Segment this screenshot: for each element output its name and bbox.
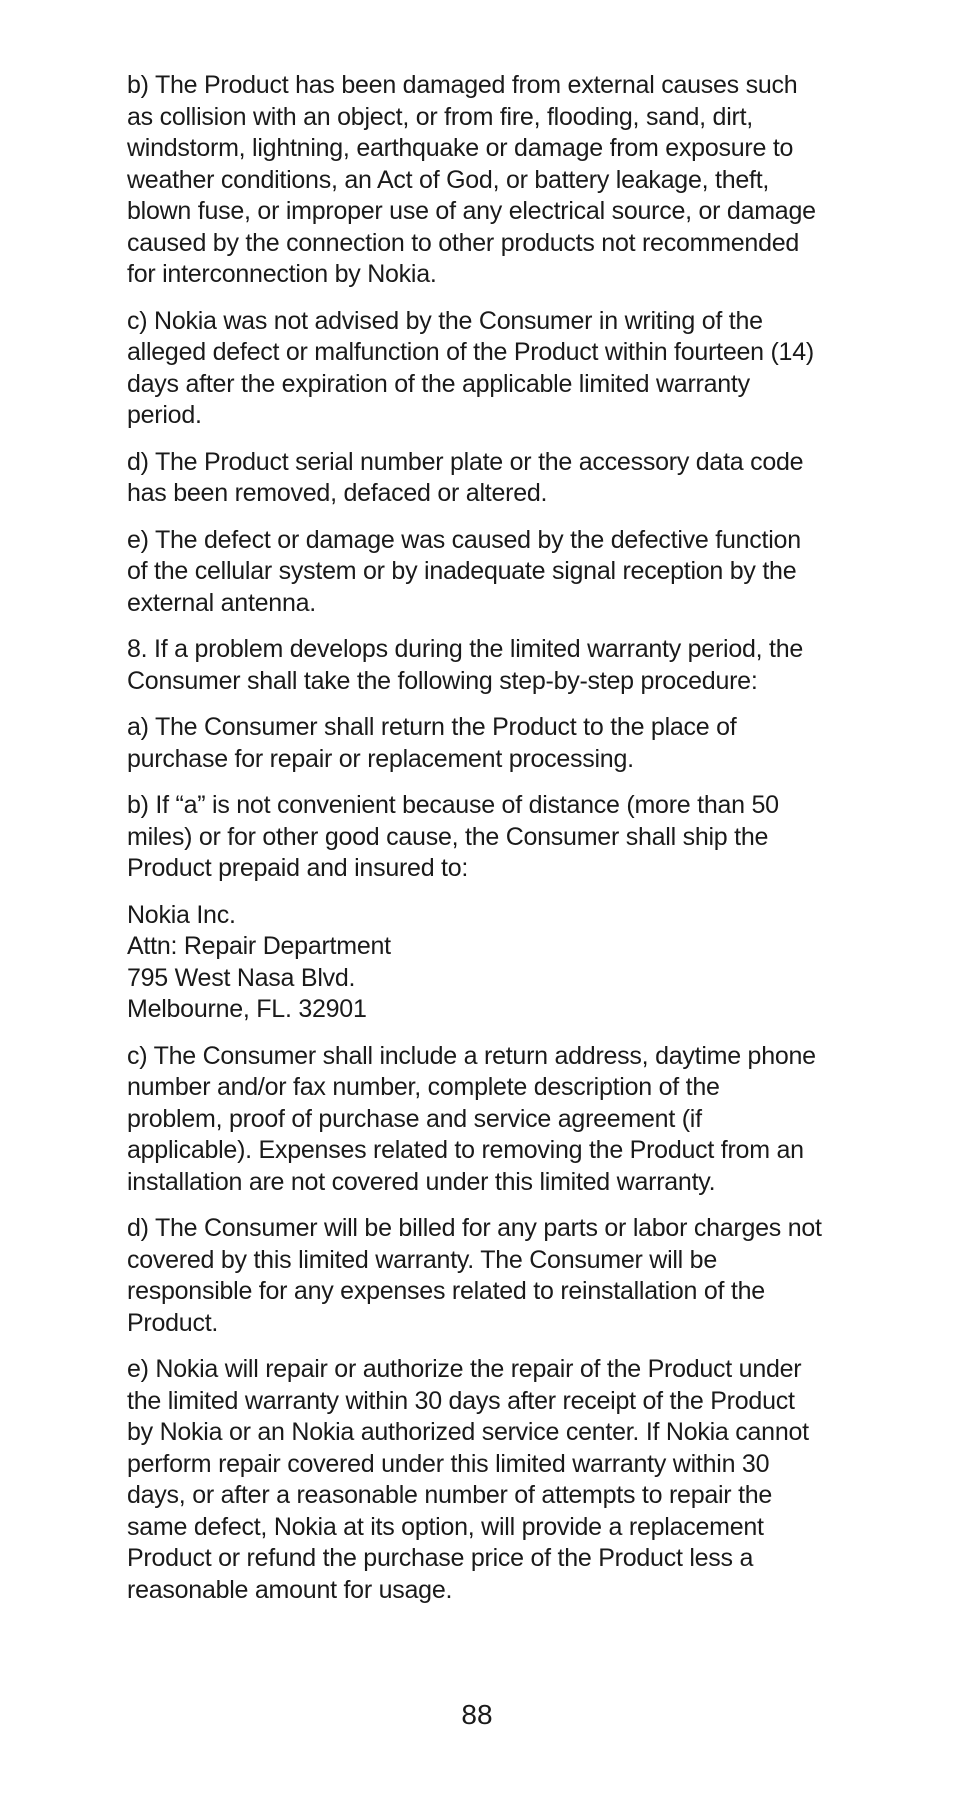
paragraph-7e-cellular-defect: e) The defect or damage was caused by the defective function of the cellular system or by inadequate signal reception by the external antenna.	[127, 525, 801, 617]
paragraph-8d-billing: d) The Consumer will be billed for any parts or labor charges not covered by this limited warranty. The Consumer will be responsible for any expenses related to reinstallation of the Product.	[127, 1214, 822, 1337]
paragraph-8e-repair: e) Nokia will repair or authorize the repair of the Product under the limited warranty within 30 days after receipt of the Product by Nokia or an Nokia authorized service center. If Nokia cannot perform repair covered under this limited warranty within 30 days, or after a reasonable number of attempts to repair the same defect, Nokia at its option, will provide a replacement Product or refund the purchase price of the Product less a reasonable amount for usage.	[127, 1355, 809, 1604]
paragraph-8-procedure: 8. If a problem develops during the limited warranty period, the Consumer shall take the following step-by-step procedure:	[127, 635, 804, 695]
page-number: 88	[461, 1699, 493, 1730]
paragraph-7b-external-damage: b) The Product has been damaged from external causes such as collision with an object, or from fire, flooding, sand, dirt, windstorm, lightning, earthquake or damage from exposure to weather conditions, an Act of God, or battery leakage, theft, blown fuse, or improper use of any electrical source, or damage caused by the connection to other products not recommended for interconnection by Nokia.	[127, 71, 816, 288]
paragraph-8a-return: a) The Consumer shall return the Product to the place of purchase for repair or replacement processing.	[127, 713, 737, 773]
document-body	[127, 70, 872, 1621]
paragraph-8c-return-info: c) The Consumer shall include a return address, daytime phone number and/or fax number, complete description of the problem, proof of purchase and service agreement (if applicable). Expenses related to removing the Product from an installation are not covered under this limited warranty.	[127, 1041, 816, 1196]
paragraph-8b-ship: b) If “a” is not convenient because of distance (more than 50 miles) or for other good cause, the Consumer shall ship the Product prepaid and insured to:	[127, 791, 779, 882]
paragraph-7c-not-advised: c) Nokia was not advised by the Consumer in writing of the alleged defect or malfunction of the Product within fourteen (14) days after the expiration of the applicable limited warranty period.	[127, 306, 814, 429]
paragraph-7d-serial-removed: d) The Product serial number plate or the accessory data code has been removed, defaced or altered.	[127, 447, 804, 507]
mailing-address: Nokia Inc. Attn: Repair Department 795 West Nasa Blvd. Melbourne, FL. 32901	[127, 900, 391, 1023]
